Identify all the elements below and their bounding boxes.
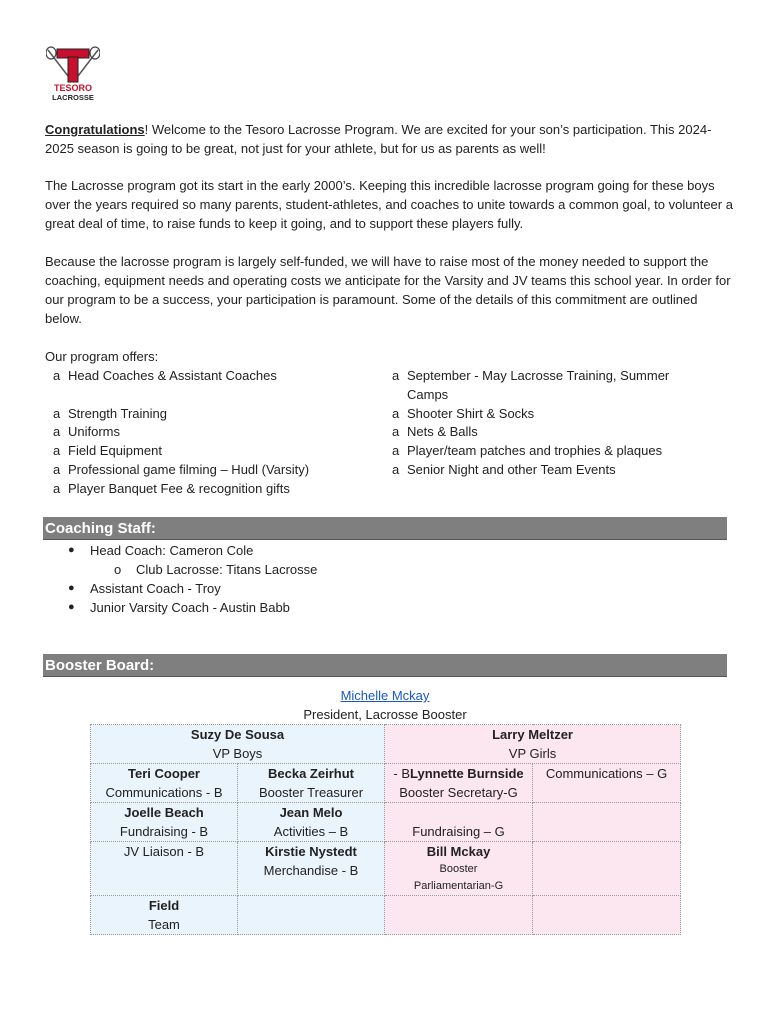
tesoro-lacrosse-logo (46, 46, 100, 102)
offers-heading: Our program offers: (45, 349, 159, 364)
svg-text:LACROSSE: LACROSSE (52, 93, 94, 102)
joelle-beach-cell: Joelle Beach Fundraising - B (91, 803, 238, 842)
vp-girls-cell: Larry Meltzer VP Girls (385, 725, 681, 764)
staff-item-jv: ● Junior Varsity Coach - Austin Babb (68, 600, 290, 615)
field-team-cell: Field Team (91, 896, 238, 935)
empty-cell (533, 842, 681, 896)
offer-item: a Nets & Balls (392, 424, 478, 439)
congratulations-text: Congratulations (45, 122, 145, 137)
booster-board-table (90, 724, 681, 935)
coaching-staff-heading: Coaching Staff: (43, 517, 727, 540)
lynnette-burnside-cell: - BLynnette Burnside Booster Secretary-G (385, 764, 533, 803)
kirstie-nystedt-cell: Kirstie Nystedt Merchandise - B (238, 842, 385, 896)
empty-cell (533, 803, 681, 842)
intro-text-1: ! Welcome to the Tesoro Lacrosse Program. We are excited for your son’s participation. This 2024-2025 season is going to be great, not just for your athlete, but for us as parents as well! (45, 122, 712, 156)
bullet-icon: a (53, 481, 61, 496)
jv-liaison-cell: JV Liaison - B (91, 842, 238, 896)
bullet-dot-icon: ● (68, 601, 75, 613)
bullet-icon: a (53, 424, 61, 439)
bullet-dot-icon: ● (68, 544, 75, 556)
intro-paragraph-3: Because the lacrosse program is largely self-funded, we will have to raise most of the money needed to support the coaching, equipment needs and operating costs we anticipate for the Varsity and JV teams this school year. In order for our program to be a success, your participation is paramount. Some of the details of this commitment are outlined below. (45, 254, 731, 326)
empty-cell (533, 896, 681, 935)
president-title: President, Lacrosse Booster (303, 707, 467, 722)
empty-cell (238, 896, 385, 935)
offer-item: a Senior Night and other Team Events (392, 462, 616, 477)
teri-cooper-cell: Teri Cooper Communications - B (91, 764, 238, 803)
bullet-icon: a (392, 443, 400, 458)
staff-item-assistant: ● Assistant Coach - Troy (68, 581, 221, 596)
offer-item: a Shooter Shirt & Socks (392, 406, 535, 421)
bullet-icon: a (53, 462, 61, 477)
becka-zeirhut-cell: Becka Zeirhut Booster Treasurer (238, 764, 385, 803)
bullet-icon: a (392, 406, 400, 421)
offer-item: a September - May Lacrosse Training, Summer Camps (392, 368, 670, 402)
booster-board-heading: Booster Board: (43, 654, 727, 677)
bullet-icon: a (53, 406, 61, 421)
bill-mckay-cell: Bill Mckay Booster Parliamentarian-G (385, 842, 533, 896)
bullet-icon: a (53, 443, 61, 458)
intro-paragraph-1 (45, 120, 735, 158)
bullet-icon: a (392, 424, 400, 439)
jean-melo-cell: Jean Melo Activities – B (238, 803, 385, 842)
communications-g-cell: Communications – G (533, 764, 681, 803)
bullet-icon: a (53, 368, 61, 383)
fundraising-g-cell: Fundraising – G (385, 803, 533, 842)
president-name-link[interactable]: Michelle Mckay (340, 688, 430, 703)
offer-item: a Uniforms (53, 424, 121, 439)
staff-item-club: o Club Lacrosse: Titans Lacrosse (114, 562, 318, 577)
offer-item: a Strength Training (53, 406, 168, 421)
offer-item: a Field Equipment (53, 443, 162, 458)
empty-cell (385, 896, 533, 935)
svg-text:TESORO: TESORO (53, 83, 93, 93)
vp-boys-cell: Suzy De Sousa VP Boys (91, 725, 385, 764)
offer-item: a Professional game filming – Hudl (Varsity) (53, 462, 310, 477)
bullet-circle-icon: o (114, 562, 122, 577)
offer-item: a Head Coaches & Assistant Coaches (53, 368, 277, 383)
bullet-icon: a (392, 462, 400, 477)
bullet-dot-icon: ● (68, 582, 75, 594)
bullet-icon: a (392, 368, 400, 383)
offer-item: a Player Banquet Fee & recognition gifts (53, 481, 290, 496)
staff-item-head-coach: ● Head Coach: Cameron Cole (68, 543, 254, 558)
intro-paragraph-2: The Lacrosse program got its start in the early 2000’s. Keeping this incredible lacrosse program going for these boys over the years required so many parents, student-athletes, and coaches to unite towards a common goal, to volunteer a great deal of time, to raise funds to keep it going, and to support these players fully. (45, 178, 733, 231)
offer-item: a Player/team patches and trophies & plaques (392, 443, 663, 458)
